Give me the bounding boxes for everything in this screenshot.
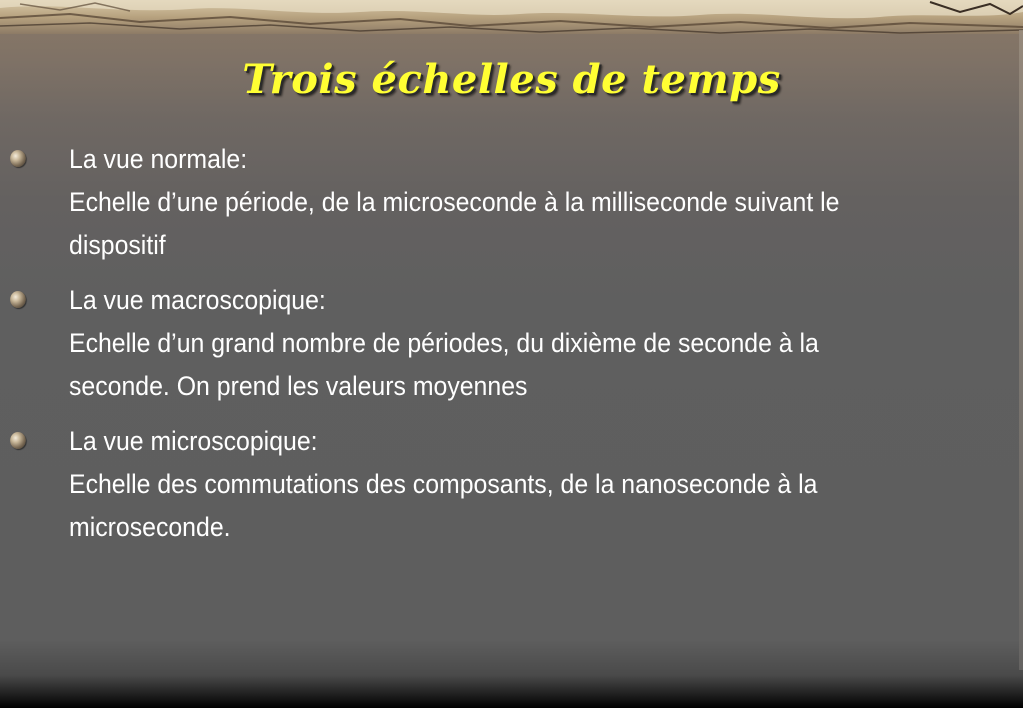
bullet-heading: La vue macroscopique:	[69, 285, 326, 315]
bullet-item-macroscopic	[0, 279, 929, 408]
bullet-heading: La vue microscopique:	[69, 426, 318, 456]
bullet-icon	[10, 150, 26, 167]
bullet-text: Echelle des commutations des composants, de la nanoseconde à la microseconde.	[69, 469, 818, 542]
bullet-text: Echelle d’un grand nombre de périodes, du dixième de seconde à la seconde. On prend les valeurs moyennes	[69, 328, 819, 401]
decorative-banner	[0, 0, 1023, 34]
bullet-heading: La vue normale:	[69, 144, 248, 174]
bullet-item-normal	[0, 138, 929, 267]
slide-title: Trois échelles de temps	[242, 56, 781, 103]
bullet-item-microscopic	[0, 420, 929, 549]
bullet-icon	[10, 432, 26, 449]
bullet-list	[0, 138, 1023, 561]
bullet-icon	[10, 291, 26, 308]
bullet-text: Echelle d’une période, de la microseconde à la milliseconde suivant le dispositif	[69, 187, 840, 260]
